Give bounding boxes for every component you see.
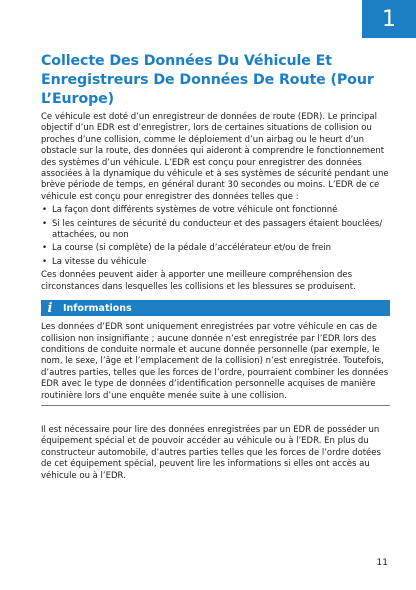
intro-paragraph: Ce véhicule est doté d’un enregistreur de données de route (EDR). Le principal objectif d’un EDR est d’enregistrer, lors de certaines situations de collision ou proches d’une collision, comme le déploiement d’un airbag ou le heurt d’un obstacle sur la route, des données qui aideront à comprendre le fonctionnement des systèmes d’un véhicule. L’EDR est conçu pour enregistrer des données associées à la dynamique du véhicule et à ses systèmes de sécurité pendant une brève période de temps, en général durant 30 secondes ou moins. L’EDR de ce véhicule est conçu pour enregistrer des données telles que :	[41, 112, 389, 202]
list-item: • Si les ceintures de sécurité du conducteur et des passagers étaient bouclées/ attachées, ou non	[41, 219, 390, 242]
final-paragraph: Il est nécessaire pour lire des données enregistrées par un EDR de posséder un équipement spécial et de pouvoir accéder au véhicule ou à l’EDR. En plus du constructeur automobile, d’autres parties telles que les forces de l’ordre dotées de cet équipement spécial, peuvent lire les informations si elles ont accès au véhicule ou à l’EDR.	[41, 424, 381, 481]
main-content	[41, 52, 390, 482]
list-item: • La course (si complète) de la pédale d’accélérateur et/ou de frein	[41, 243, 390, 254]
information-body	[41, 322, 390, 406]
information-label: Informations	[63, 302, 132, 314]
info-icon: i	[47, 300, 53, 316]
chapter-tab: 1	[362, 0, 416, 38]
recorded-data-list	[41, 205, 390, 268]
information-text: Les données d’EDR sont uniquement enregistrées par votre véhicule en cas de collision non insignifiante ; aucune donnée n’est enregistrée par l’EDR lors des conditions de conduite normale et aucune donnée personnelle (par exemple, le nom, le sexe, l’âge et l’emplacement de la collision) n’est enregistrée. Toutefois, d’autres parties, telles que les forces de l’ordre, pourraient combiner les données EDR avec le type de données d’identification personnelle acquises de manière routinière lors d’une enquête menée suite à une collision.	[41, 322, 389, 401]
after-list-paragraph: Ces données peuvent aider à apporter une meilleure compréhension des circonstances dans lesquelles les collisions et les blessures se produisent.	[41, 270, 356, 292]
page-title: Collecte Des Données Du Véhicule Et Enregistreurs De Données De Route (Pour L’Europe)	[41, 53, 374, 107]
information-header	[41, 300, 390, 316]
list-item: • La vitesse du véhicule	[41, 257, 390, 268]
list-item: • La façon dont différents systèmes de votre véhicule ont fonctionné	[41, 205, 390, 216]
page-number: 11	[376, 558, 388, 568]
